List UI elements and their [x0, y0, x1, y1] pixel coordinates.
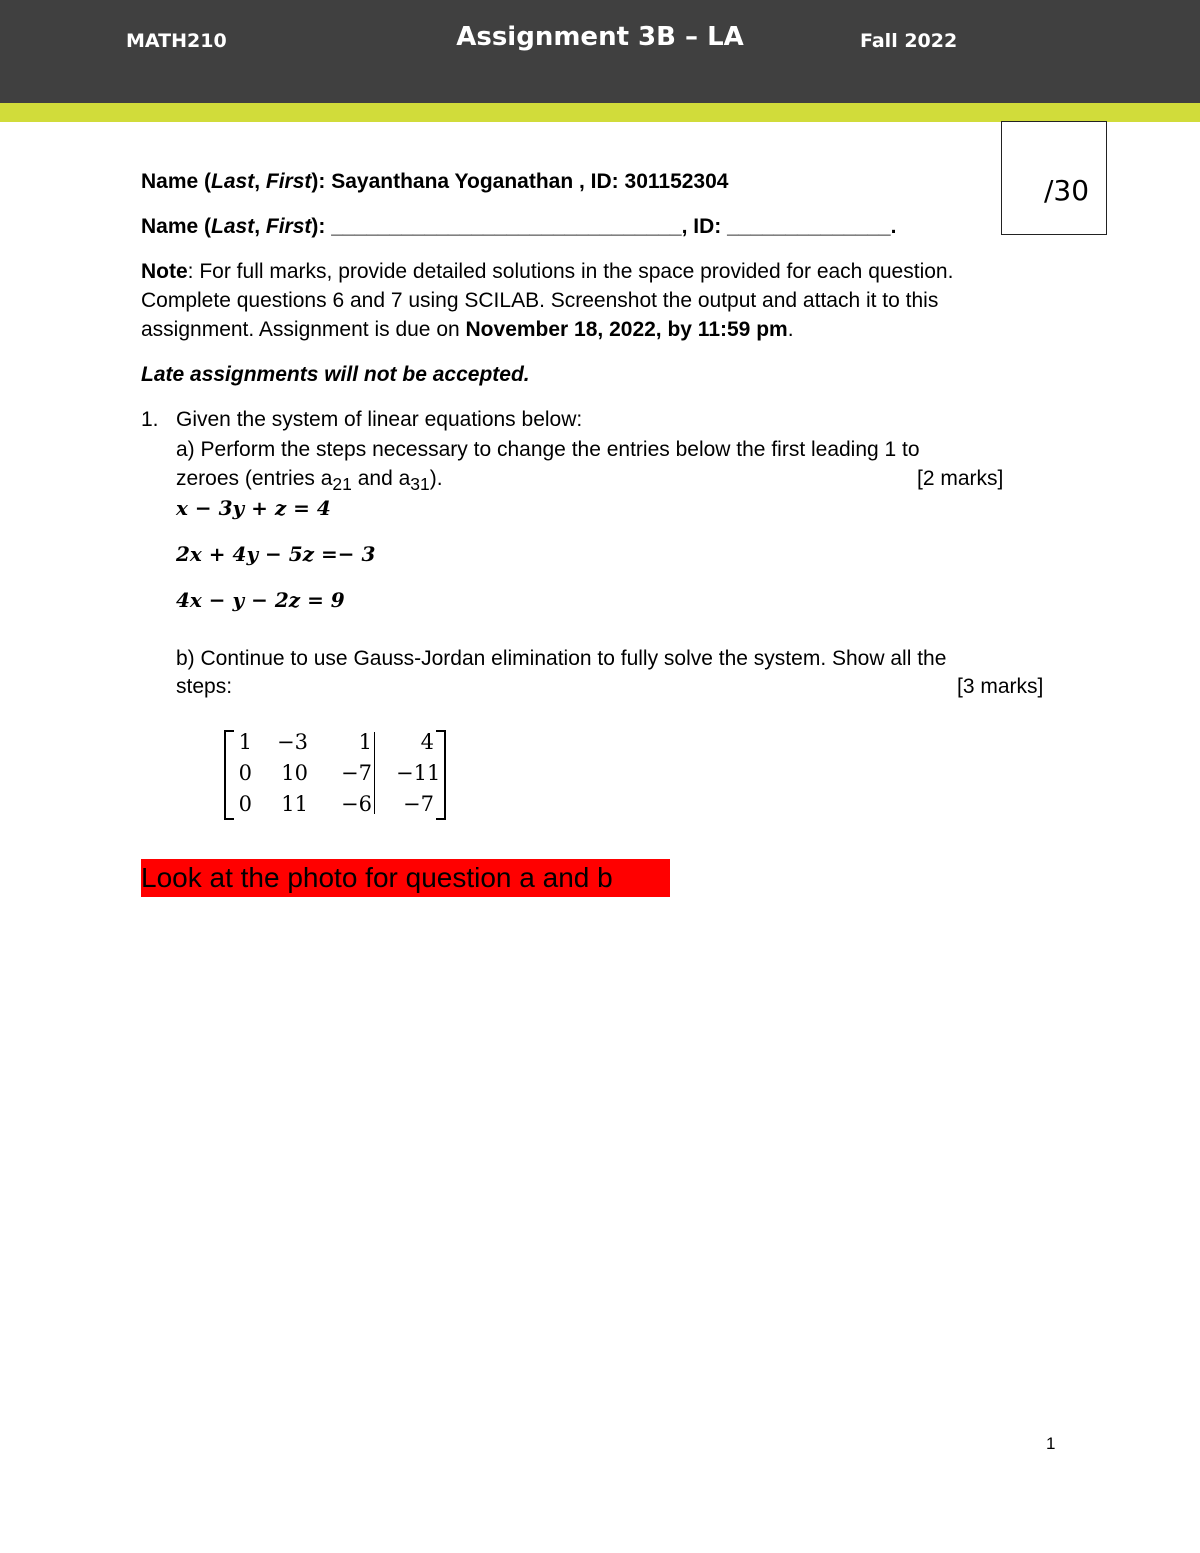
matrix-cell: 0: [238, 792, 252, 816]
score-box: [1001, 121, 1107, 235]
part-a-line-2: zeroes (entries $a_{21}$ and $a_{31}$).: [176, 467, 443, 495]
matrix-cell: 4: [420, 730, 434, 754]
matrix-cell: −6: [341, 792, 372, 816]
equation-2: 2x + 4y − 5z =− 3: [176, 542, 376, 566]
matrix-cell: 1: [358, 730, 372, 754]
matrix-cell: −11: [396, 761, 441, 785]
highlighted-answer-note: Look at the photo for question a and b: [141, 859, 670, 897]
question-number: 1.: [141, 408, 159, 431]
part-b-marks: [3 marks]: [957, 675, 1044, 698]
augmented-matrix: [224, 728, 446, 820]
page-number: 1: [1046, 1434, 1056, 1453]
matrix-augment-separator: [374, 732, 375, 814]
part-a-line-1: a) Perform the steps necessary to change the entries below the first leading 1 to: [176, 438, 920, 461]
term-label: Fall 2022: [860, 30, 958, 52]
question-intro: Given the system of linear equations below:: [176, 408, 583, 431]
due-date: November 18, 2022, by 11:59 pm: [465, 318, 788, 341]
assignment-title: Assignment 3B – LA: [456, 22, 744, 52]
score-total: /30: [1044, 174, 1090, 207]
header-bar: [0, 0, 1200, 104]
note-line-1: Note: For full marks, provide detailed solutions in the space provided for each question.: [141, 260, 954, 283]
late-notice: Late assignments will not be accepted.: [141, 363, 530, 386]
name-line-2: Name (Last, First): ______________________________, ID: ______________.: [141, 215, 897, 238]
part-b-line-2: steps:: [176, 675, 233, 698]
matrix-cell: −7: [341, 761, 372, 785]
matrix-cell: 11: [281, 792, 308, 816]
name-line-1: Name (Last, First): Sayanthana Yoganathan , ID: 301152304: [141, 170, 729, 193]
note-label: Note: [141, 260, 188, 283]
matrix-cell: 1: [238, 730, 252, 754]
note-line-2: Complete questions 6 and 7 using SCILAB. Screenshot the output and attach it to this: [141, 289, 939, 312]
matrix-cell: 10: [281, 761, 308, 785]
part-b-line-1: b) Continue to use Gauss-Jordan elimination to fully solve the system. Show all the: [176, 647, 947, 670]
matrix-cell: −7: [403, 792, 434, 816]
matrix-cell: −3: [277, 730, 308, 754]
note-line-3: assignment. Assignment is due on November 18, 2022, by 11:59 pm.: [141, 318, 794, 341]
accent-bar: [0, 103, 1200, 122]
equation-1: x − 3y + z = 4: [176, 496, 331, 520]
equation-3: 4x − y − 2z = 9: [176, 588, 345, 612]
course-code: MATH210: [126, 30, 227, 52]
matrix-cell: 0: [238, 761, 252, 785]
part-a-marks: [2 marks]: [917, 467, 1004, 490]
